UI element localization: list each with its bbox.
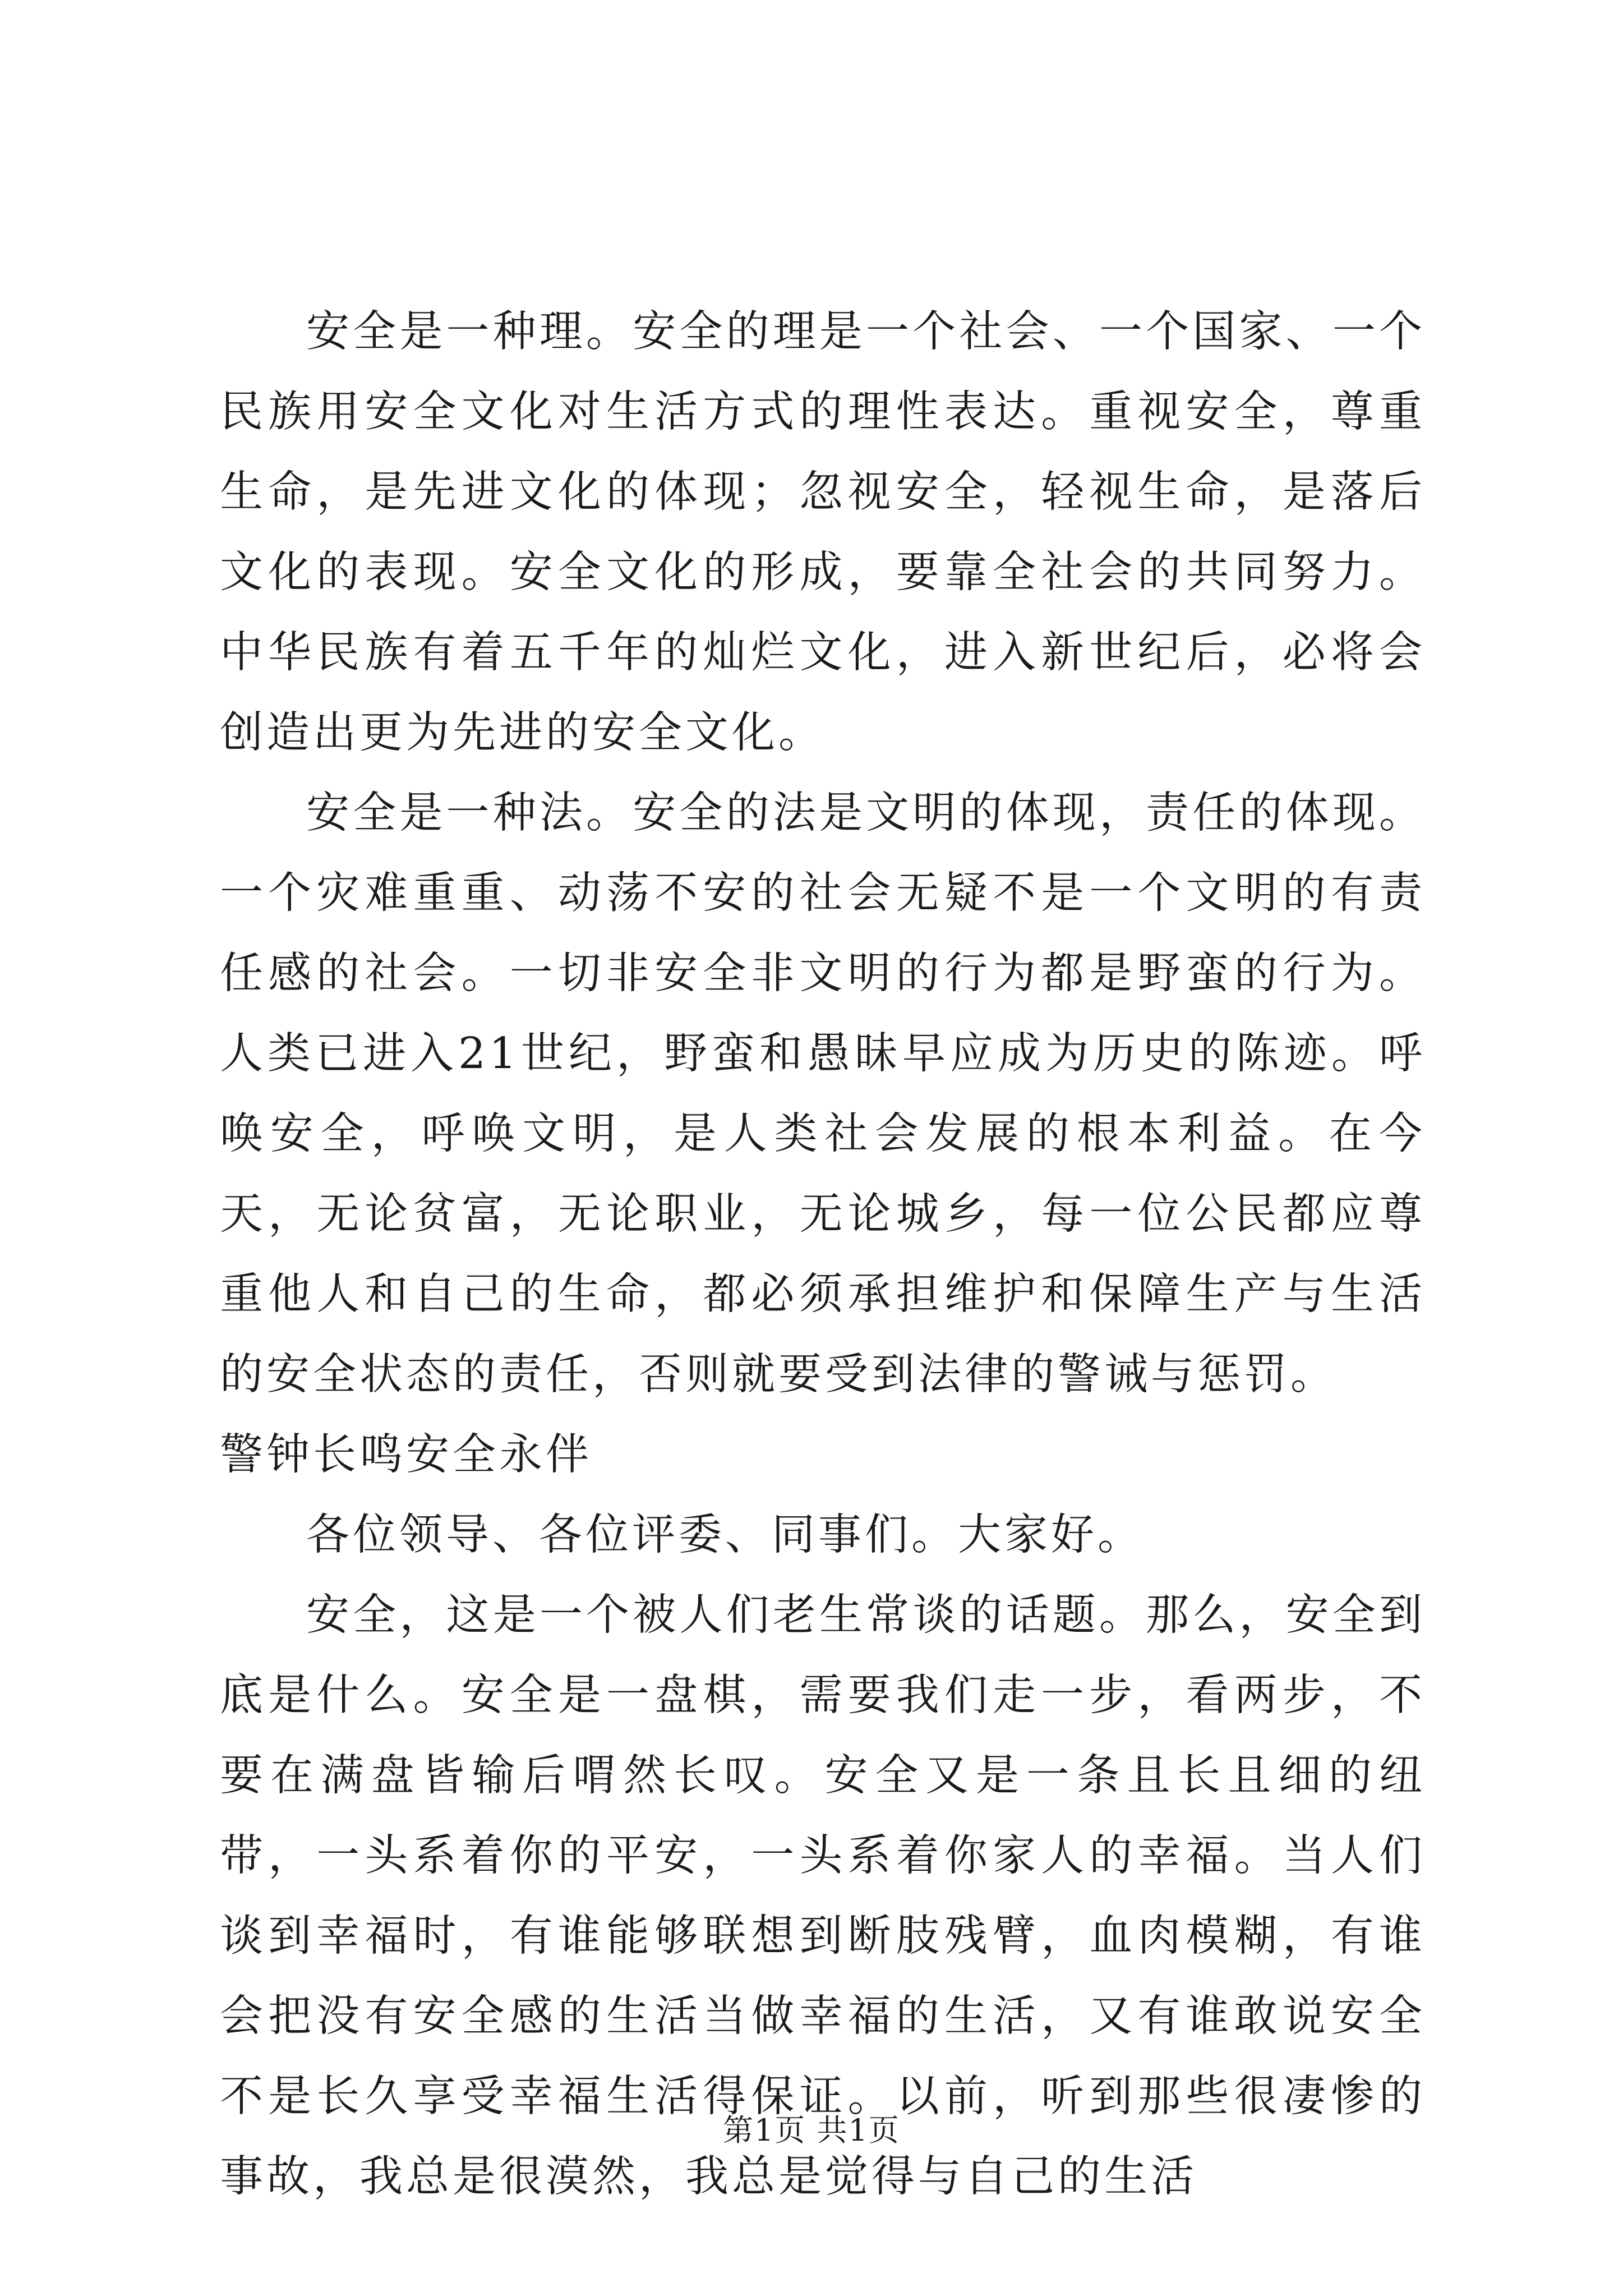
speech-title: 警钟长鸣安全永伴 bbox=[220, 1430, 592, 1480]
page-footer: 第1页 共1页 bbox=[723, 2113, 900, 2148]
document-body bbox=[220, 292, 1426, 2217]
paragraph-greeting: 各位领导、各位评委、同事们。大家好。 bbox=[306, 1510, 1144, 1560]
paragraph-safety-reason: 安全是一种理。安全的理是一个社会、一个国家、一个民族用安全文化对生活方式的理性表达。重视安全，尊重生命，是先进文化的体现；忽视安全，轻视生命，是落后文化的表现。安全文化的形成，要靠全社会的共同努力。中华民族有着五千年的灿烂文化，进入新世纪后，必将会创造出更为先进的安全文化。 bbox=[220, 307, 1426, 758]
paragraph-safety-topic: 安全，这是一个被人们老生常谈的话题。那么，安全到底是什么。安全是一盘棋，需要我们走一步，看两步，不要在满盘皆输后喟然长叹。安全又是一条且长且细的纽带，一头系着你的平安，一头系着你家人的幸福。当人们谈到幸福时，有谁能够联想到断肢残臂，血肉模糊，有谁会把没有安全感的生活当做幸福的生活，又有谁敢说安全不是长久享受幸福生活得保证。以前，听到那些很凄惨的事故，我总是很漠然，我总是觉得与自己的生活 bbox=[220, 1590, 1426, 2202]
paragraph-safety-law: 安全是一种法。安全的法是文明的体现，责任的体现。一个灾难重重、动荡不安的社会无疑不是一个文明的有责任感的社会。一切非安全非文明的行为都是野蛮的行为。人类已进入21世纪，野蛮和愚昧早应成为历史的陈迹。呼唤安全，呼唤文明，是人类社会发展的根本利益。在今天，无论贫富，无论职业，无论城乡，每一位公民都应尊重他人和自己的生命，都必须承担维护和保障生产与生活的安全状态的责任，否则就要受到法律的警诫与惩罚。 bbox=[220, 788, 1426, 1400]
